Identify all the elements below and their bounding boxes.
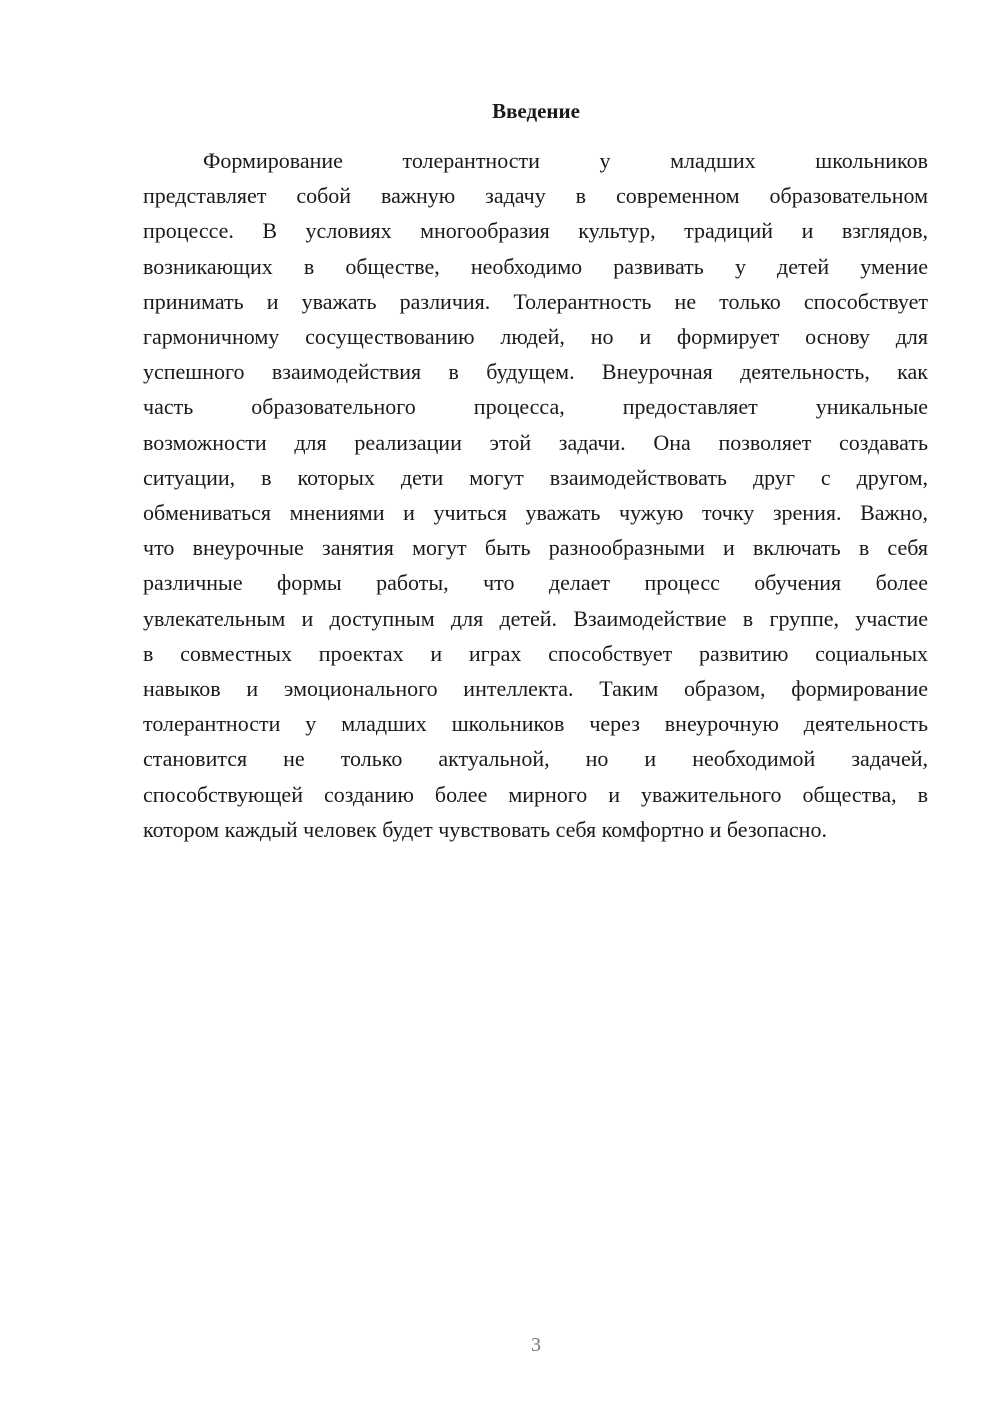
paragraph-line: что внеурочные занятия могут быть разнообразными и включать в себя [143, 535, 928, 561]
paragraph-line: представляет собой важную задачу в современном образовательном [143, 183, 928, 209]
paragraph-line: гармоничному сосуществованию людей, но и формирует основу для [143, 324, 928, 350]
paragraph-line: ситуации, в которых дети могут взаимодействовать друг с другом, [143, 464, 928, 490]
paragraph-line: успешного взаимодействия в будущем. Внеурочная деятельность, как [143, 359, 928, 385]
body-paragraph [143, 143, 928, 847]
paragraph-line: в совместных проектах и играх способствует развитию социальных [143, 640, 928, 666]
paragraph-line: способствующей созданию более мирного и уважительного общества, в [143, 781, 928, 807]
paragraph-line: обмениваться мнениями и учиться уважать чужую точку зрения. Важно, [143, 500, 928, 526]
paragraph-line: возможности для реализации этой задачи. Она позволяет создавать [143, 429, 928, 455]
page-number: 3 [531, 1334, 541, 1356]
paragraph-line: увлекательным и доступным для детей. Взаимодействие в группе, участие [143, 605, 928, 631]
paragraph-line: часть образовательного процесса, предоставляет уникальные [143, 394, 928, 420]
paragraph-line: возникающих в обществе, необходимо развивать у детей умение [143, 253, 928, 279]
paragraph-line: котором каждый человек будет чувствовать себя комфортно и безопасно. [143, 816, 827, 842]
paragraph-line: различные формы работы, что делает процесс обучения более [143, 570, 928, 596]
paragraph-line: процессе. В условиях многообразия культур, традиций и взглядов, [143, 218, 928, 244]
paragraph-line: навыков и эмоционального интеллекта. Таким образом, формирование [143, 676, 928, 702]
section-heading: Введение [492, 99, 580, 123]
paragraph-line: толерантности у младших школьников через внеурочную деятельность [143, 711, 928, 737]
paragraph-line: Формирование толерантности у младших школьников [203, 148, 928, 173]
paragraph-line: становится не только актуальной, но и необходимой задачей, [143, 746, 928, 772]
paragraph-line: принимать и уважать различия. Толерантность не только способствует [143, 288, 928, 314]
